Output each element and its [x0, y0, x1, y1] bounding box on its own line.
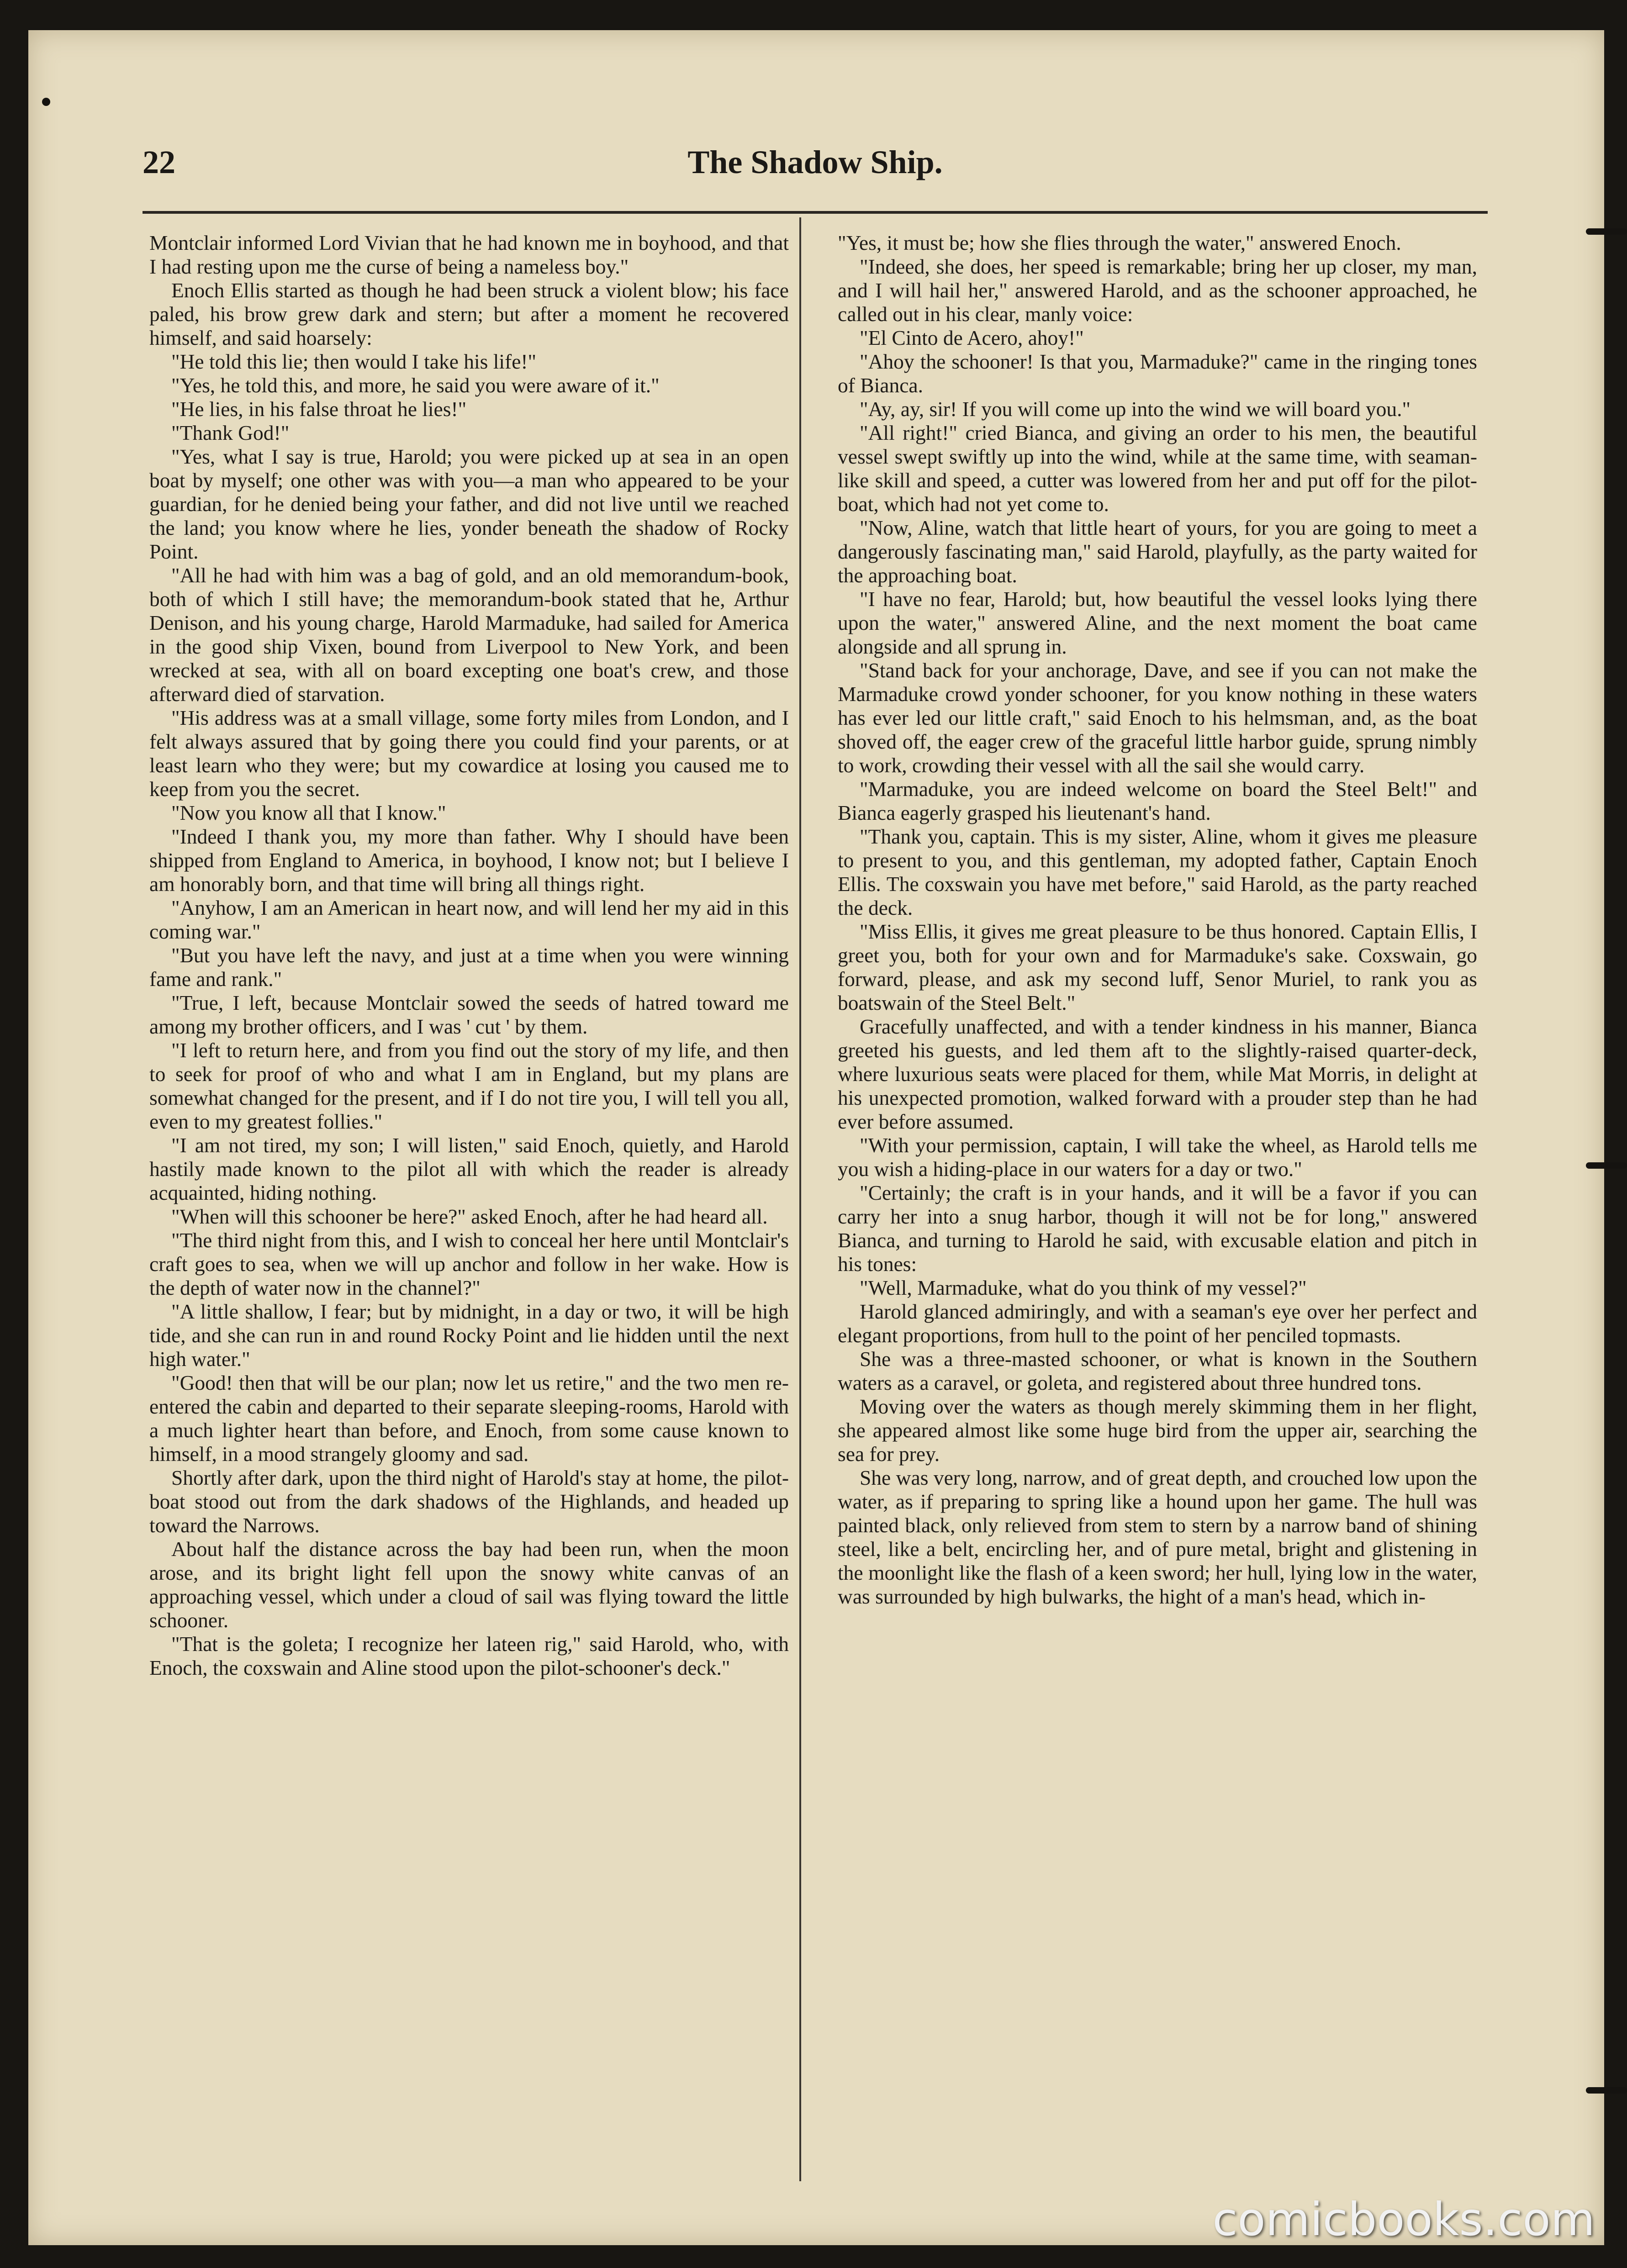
paragraph: "Marmaduke, you are indeed welcome on board the Steel Belt!" and Bianca eagerly grasped his lieutenant's hand.: [838, 777, 1477, 824]
paragraph: "Ahoy the schooner! Is that you, Marmaduke?" came in the ringing tones of Bianca.: [838, 350, 1477, 397]
paragraph: "Anyhow, I am an American in heart now, and will lend her my aid in this coming war.": [149, 896, 789, 943]
right-text-column: [838, 231, 1477, 2181]
paragraph: "He told this lie; then would I take his life!": [171, 350, 537, 373]
paragraph: "True, I left, because Montclair sowed the seeds of hatred toward me among my brother officers, and I was ' cut ' by them.: [149, 991, 789, 1038]
paragraph: "All he had with him was a bag of gold, and an old memorandum-book, both of which I still have; the memorandum-book stated that he, Arthur Denison, and his young charge, Harold Marmaduke, had sailed for America in the good ship Vixen, bound from Liverpool to New York, and been wrecked at sea, with all on board excepting one boat's crew, and those afterward died of starvation.: [149, 564, 789, 706]
paragraph: "Ay, ay, sir! If you will come up into the wind we will board you.": [860, 397, 1411, 421]
paragraph: "Thank you, captain. This is my sister, Aline, whom it gives me pleasure to present to you, and this gentleman, my adopted father, Captain Enoch Ellis. The coxswain you have met before," said Harold, as the party reached the deck.: [838, 825, 1477, 919]
paragraph: "The third night from this, and I wish to conceal her here until Montclair's craft goes to sea, when we will up anchor and follow in her wake. How is the depth of water now in the channel?": [149, 1229, 789, 1299]
paragraph: "Yes, what I say is true, Harold; you were picked up at sea in an open boat by myself; one other was with you—a man who appeared to be your guardian, for he denied being your father, and did not live until we reached the land; you know where he lies, yonder beneath the shadow of Rocky Point.: [149, 445, 789, 563]
paragraph: "He lies, in his false throat he lies!": [171, 397, 467, 421]
paragraph: "Now you know all that I know.": [171, 801, 446, 824]
paragraph: "Certainly; the craft is in your hands, and it will be a favor if you can carry her into a snug harbor, though it will not be for long," answered Bianca, and turning to Harold he said, with excusable elation and pitch in his tones:: [838, 1181, 1477, 1276]
paragraph: Moving over the waters as though merely skimming them in her flight, she appeared almost like some huge bird from the upper air, searching the sea for prey.: [838, 1395, 1477, 1466]
paragraph: "Stand back for your anchorage, Dave, and see if you can not make the Marmaduke crowd yonder schooner, for you know nothing in these waters has ever led our little craft," said Enoch to his helmsman, and, as the boat shoved off, the eager crew of the graceful little harbor guide, sprung nimbly to work, crowding their vessel with all the sail she would carry.: [838, 659, 1477, 777]
paragraph: "His address was at a small village, some forty miles from London, and I felt always assured that by going there you could find your parents, or at least learn who they were; but my cowardice at losing you caused me to keep from you the secret.: [149, 706, 789, 801]
header-rule: [143, 211, 1488, 214]
paragraph: "Indeed, she does, her speed is remarkable; bring her up closer, my man, and I will hail her," answered Harold, and as the schooner approached, he called out in his clear, manly voice:: [838, 255, 1477, 326]
paragraph: "That is the goleta; I recognize her lateen rig," said Harold, who, with Enoch, the coxswain and Aline stood upon the pilot-schooner's deck.": [149, 1632, 789, 1679]
paragraph: "El Cinto de Acero, ahoy!": [860, 326, 1084, 349]
paragraph: Shortly after dark, upon the third night of Harold's stay at home, the pilot-boat stood out from the dark shadows of the Highlands, and headed up toward the Narrows.: [149, 1466, 789, 1537]
paragraph: "I am not tired, my son; I will listen," said Enoch, quietly, and Harold hastily made known to the pilot all with which the reader is already acquainted, hiding nothing.: [149, 1134, 789, 1204]
paragraph: "Indeed I thank you, my more than father. Why I should have been shipped from England to America, in boyhood, I know not; but I believe I am honorably born, and that time will bring all things right.: [149, 825, 789, 896]
paragraph: "Well, Marmaduke, what do you think of my vessel?": [860, 1276, 1307, 1299]
paragraph: Montclair informed Lord Vivian that he had known me in boyhood, and that I had resting upon me the curse of being a nameless boy.": [149, 231, 789, 278]
paragraph: "Thank God!": [171, 421, 290, 444]
paragraph: "When will this schooner be here?" asked Enoch, after he had heard all.: [171, 1205, 768, 1228]
paragraph: "I left to return here, and from you find out the story of my life, and then to seek for proof of who and what I am in England, but my plans are somewhat changed for the present, and if I do not tire you, I will tell you all, even to my greatest follies.": [149, 1039, 789, 1133]
page-number: 22: [143, 144, 175, 180]
paragraph: Gracefully unaffected, and with a tender kindness in his manner, Bianca greeted his guests, and led them aft to the slightly-raised quarter-deck, where luxurious seats were placed for them, while Mat Morris, in delight at his unexpected promotion, walked forward with a prouder step than he had ever before assumed.: [838, 1015, 1477, 1133]
running-title: The Shadow Ship.: [687, 144, 943, 180]
paragraph: "A little shallow, I fear; but by midnight, in a day or two, it will be high tide, and she can run in and round Rocky Point and lie hidden until the next high water.": [149, 1300, 789, 1371]
paragraph: "Yes, it must be; how she flies through the water," answered Enoch.: [838, 231, 1401, 254]
paragraph: "But you have left the navy, and just at a time when you were winning fame and rank.": [149, 944, 789, 991]
book-page: [28, 30, 1604, 2245]
binding-staple-mark: [1586, 1162, 1627, 1169]
paragraph: Harold glanced admiringly, and with a seaman's eye over her perfect and elegant proportions, from hull to the point of her penciled topmasts.: [838, 1300, 1477, 1347]
paragraph: "Now, Aline, watch that little heart of yours, for you are going to meet a dangerously fascinating man," said Harold, playfully, as the party waited for the approaching boat.: [838, 516, 1477, 587]
left-text-column: [149, 231, 789, 2181]
ink-dot: [42, 98, 50, 106]
paragraph: "All right!" cried Bianca, and giving an order to his men, the beautiful vessel swept swiftly up into the wind, while at the same time, with seaman-like skill and speed, a cutter was lowered from her and put off for the pilot-boat, which had not yet come to.: [838, 421, 1477, 516]
binding-staple-mark: [1586, 2087, 1627, 2094]
paragraph: About half the distance across the bay had been run, when the moon arose, and its bright light fell upon the snowy white canvas of an approaching vessel, which under a cloud of sail was flying toward the little schooner.: [149, 1537, 789, 1632]
binding-staple-mark: [1586, 228, 1627, 235]
paragraph: "Miss Ellis, it gives me great pleasure to be thus honored. Captain Ellis, I greet you, both for your own and for Marmaduke's sake. Coxswain, go forward, please, and ask my second luff, Senor Muriel, to rank you as boatswain of the Steel Belt.": [838, 920, 1477, 1014]
paragraph: She was a three-masted schooner, or what is known in the Southern waters as a caravel, or goleta, and registered about three hundred tons.: [838, 1347, 1477, 1394]
paragraph: "Good! then that will be our plan; now let us retire," and the two men re-entered the cabin and departed to their separate sleeping-rooms, Harold with a much lighter heart than before, and Enoch, from some cause known to himself, in a mood strangely gloomy and sad.: [149, 1371, 789, 1466]
paragraph: "I have no fear, Harold; but, how beautiful the vessel looks lying there upon the water," answered Aline, and the next moment the boat came alongside and all sprung in.: [838, 587, 1477, 658]
column-divider: [799, 217, 801, 2181]
paragraph: Enoch Ellis started as though he had been struck a violent blow; his face paled, his brow grew dark and stern; but after a moment he recovered himself, and said hoarsely:: [149, 279, 789, 349]
paragraph: She was very long, narrow, and of great depth, and crouched low upon the water, as if preparing to spring like a hound upon her game. The hull was painted black, only relieved from stem to stern by a narrow band of shining steel, like a belt, encircling her, and of pure metal, bright and glistening in the moonlight like the flash of a keen sword; her hull, lying low in the water, was surrounded by high bulwarks, the hight of a man's head, which in-: [838, 1466, 1477, 1608]
page-header: [143, 139, 1488, 189]
paragraph: "With your permission, captain, I will take the wheel, as Harold tells me you wish a hiding-place in our waters for a day or two.": [838, 1134, 1477, 1181]
watermark: comicbooks.com: [1212, 2193, 1595, 2246]
paragraph: "Yes, he told this, and more, he said you were aware of it.": [171, 374, 660, 397]
